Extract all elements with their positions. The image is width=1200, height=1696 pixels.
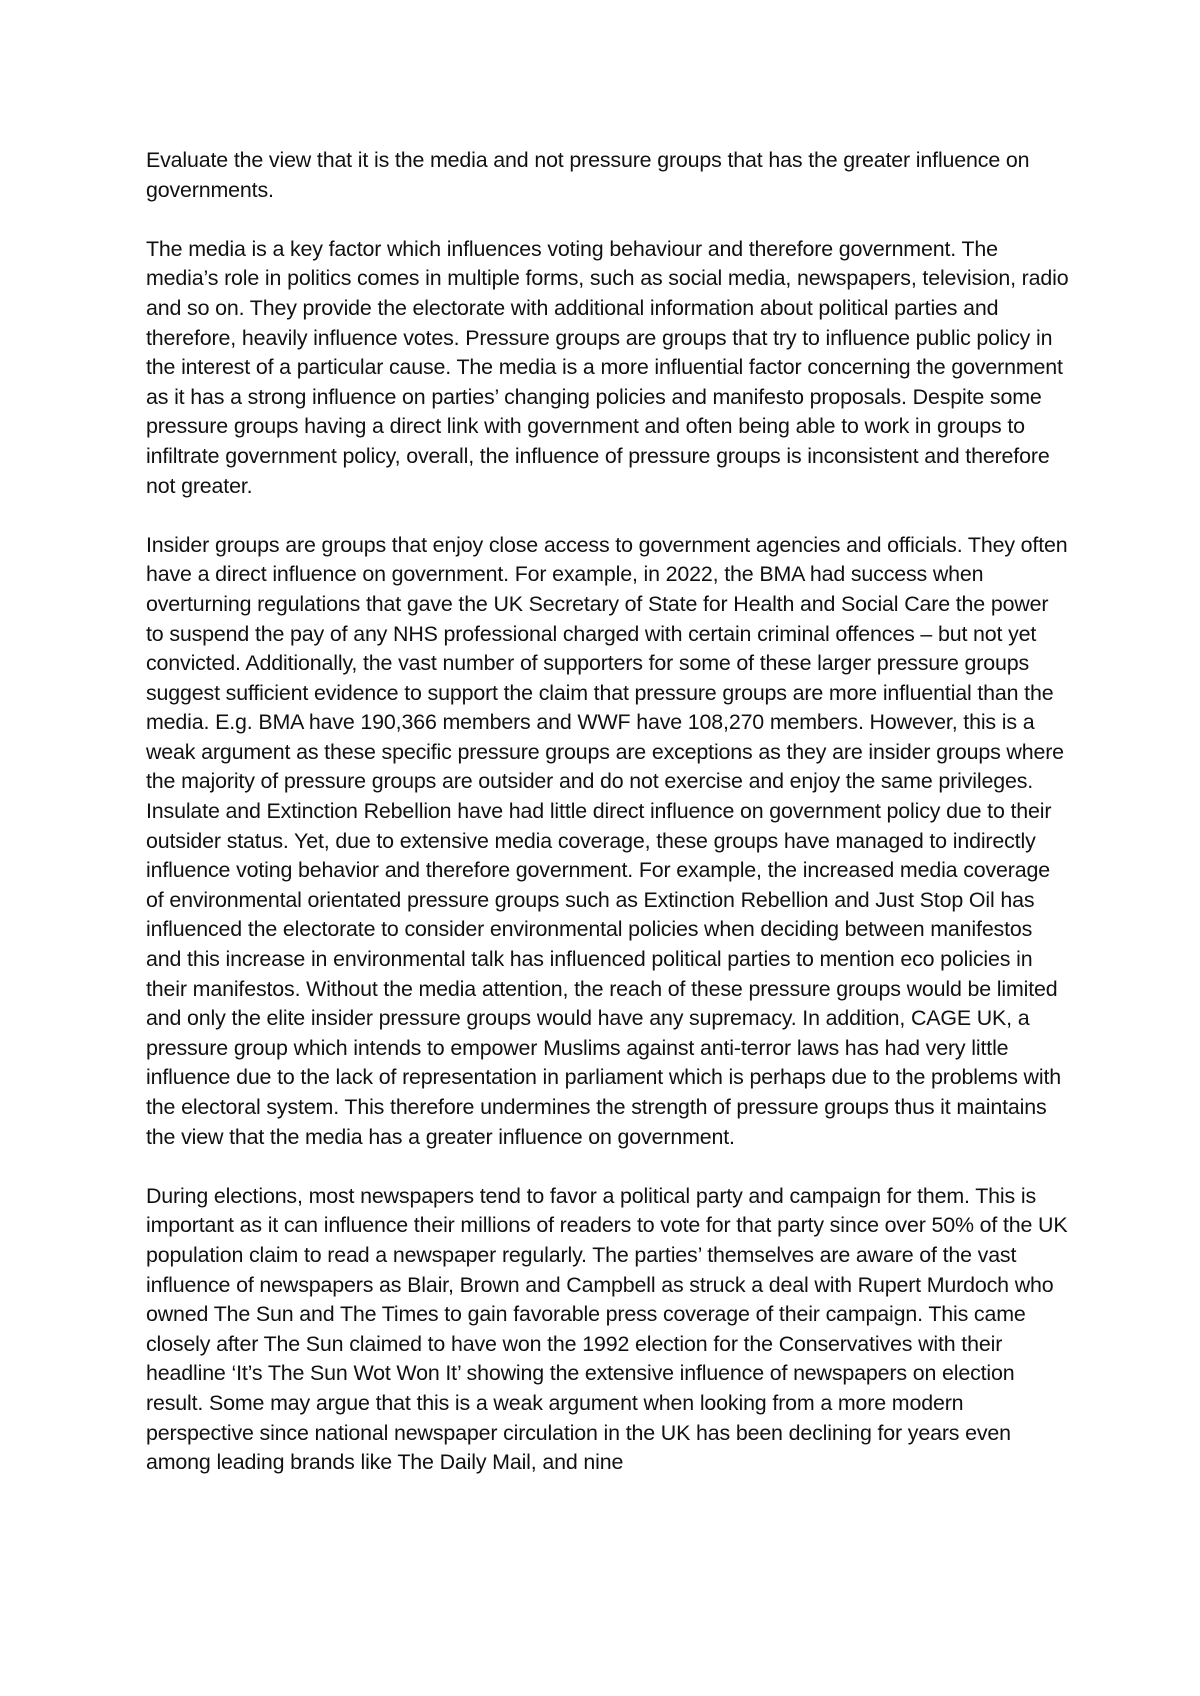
essay-question: Evaluate the view that it is the media and not pressure groups that has the greater influence on governments.	[146, 148, 1030, 202]
paragraph-insider-groups: Insider groups are groups that enjoy close access to government agencies and officials. They often have a direct influence on government. For example, in 2022, the BMA had success when overturning regulations that gave the UK Secretary of State for Health and Social Care the power to suspend the pay of any NHS professional charged with certain criminal offences – but not yet convicted. Additionally, the vast number of supporters for some of these larger pressure groups suggest sufficient evidence to support the claim that pressure groups are more influential than the media. E.g. BMA have 190,366 members and WWF have 108,270 members. However, this is a weak argument as these specific pressure groups are exceptions as they are insider groups where the majority of pressure groups are outsider and do not exercise and enjoy the same privileges. Insulate and Extinction Rebellion have had little direct influence on government policy due to their outsider status. Yet, due to extensive media coverage, these groups have managed to indirectly influence voting behavior and therefore government. For example, the increased media coverage of environmental orientated pressure groups such as Extinction Rebellion and Just Stop Oil has influenced the electorate to consider environmental policies when deciding between manifestos and this increase in environmental talk has influenced political parties to mention eco policies in their manifestos. Without the media attention, the reach of these pressure groups would be limited and only the elite insider pressure groups would have any supremacy. In addition, CAGE UK, a pressure group which intends to empower Muslims against anti-terror laws has had very little influence due to the lack of representation in parliament which is perhaps due to the problems with the electoral system. This therefore undermines the strength of pressure groups thus it maintains the view that the media has a greater influence on government.	[146, 532, 1068, 1149]
document-body	[146, 146, 1070, 1507]
paragraph-introduction: The media is a key factor which influences voting behaviour and therefore government. The media’s role in politics comes in multiple forms, such as social media, newspapers, television, radio and so on. They provide the electorate with additional information about political parties and therefore, heavily influence votes. Pressure groups are groups that try to influence public policy in the interest of a particular cause. The media is a more influential factor concerning the government as it has a strong influence on parties’ changing policies and manifesto proposals. Despite some pressure groups having a direct link with government and often being able to work in groups to infiltrate government policy, overall, the influence of pressure groups is inconsistent and therefore not greater.	[146, 236, 1069, 498]
paragraph-newspapers: During elections, most newspapers tend to favor a political party and campaign for them. This is important as it can influence their millions of readers to vote for that party since over 50% of the UK population claim to read a newspaper regularly. The parties’ themselves are aware of the vast influence of newspapers as Blair, Brown and Campbell as struck a deal with Rupert Murdoch who owned The Sun and The Times to gain favorable press coverage of their campaign. This came closely after The Sun claimed to have won the 1992 election for the Conservatives with their headline ‘It’s The Sun Wot Won It’ showing the extensive influence of newspapers on election result. Some may argue that this is a weak argument when looking from a more modern perspective since national newspaper circulation in the UK has been declining for years even among leading brands like The Daily Mail, and nine	[146, 1183, 1068, 1475]
